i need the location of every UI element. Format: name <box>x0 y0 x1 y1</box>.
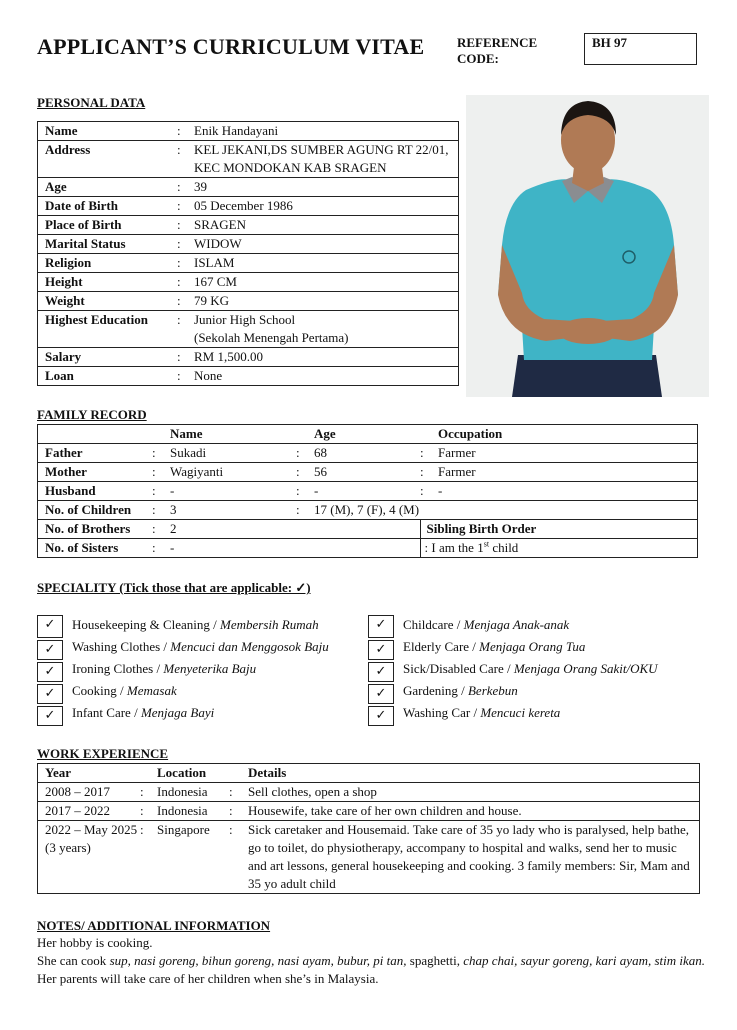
speciality-checkbox[interactable]: ✓ <box>368 662 394 682</box>
speciality-item <box>37 615 367 637</box>
speciality-label: Washing Clothes / Mencuci dan Menggosok Baju <box>72 639 329 654</box>
personal-row <box>38 367 459 386</box>
personal-colon: : <box>169 141 194 178</box>
speciality-checkbox[interactable]: ✓ <box>37 615 63 638</box>
personal-value: ISLAM <box>194 254 459 273</box>
speciality-label: Sick/Disabled Care / Menjaga Orang Sakit/OKU <box>403 661 658 676</box>
work-location: Singapore <box>157 821 229 894</box>
speciality-item <box>37 659 367 681</box>
personal-colon: : <box>169 254 194 273</box>
personal-label: Age <box>38 178 170 197</box>
notes-heading: NOTES/ ADDITIONAL INFORMATION <box>37 918 271 933</box>
personal-value: 79 KG <box>194 292 459 311</box>
personal-data-heading: PERSONAL DATA <box>37 95 146 110</box>
family-row-children: No. of Children : 3 : 17 (M), 7 (F), 4 (M) <box>38 501 698 520</box>
speciality-list-right <box>368 615 698 725</box>
speciality-checkbox[interactable]: ✓ <box>368 706 394 726</box>
personal-row <box>38 311 459 348</box>
speciality-item <box>37 703 367 725</box>
speciality-label: Elderly Care / Menjaga Orang Tua <box>403 639 586 654</box>
personal-value: SRAGEN <box>194 216 459 235</box>
family-row-husband: Husband : - : - : - <box>38 482 698 501</box>
personal-label: Name <box>38 122 170 141</box>
personal-colon: : <box>169 311 194 348</box>
family-record-heading: FAMILY RECORD <box>37 407 147 422</box>
family-header-row <box>38 425 698 444</box>
personal-value: None <box>194 367 459 386</box>
speciality-label: Cooking / Memasak <box>72 683 177 698</box>
speciality-checkbox[interactable]: ✓ <box>368 640 394 660</box>
personal-colon: : <box>169 348 194 367</box>
speciality-label: Gardening / Berkebun <box>403 683 518 698</box>
personal-label: Height <box>38 273 170 292</box>
personal-colon: : <box>169 197 194 216</box>
family-record-table <box>37 424 698 558</box>
personal-label: Religion <box>38 254 170 273</box>
work-col-details: Details <box>248 764 700 783</box>
personal-label: Loan <box>38 367 170 386</box>
personal-colon: : <box>169 216 194 235</box>
personal-row <box>38 122 459 141</box>
personal-value: 39 <box>194 178 459 197</box>
personal-label: Weight <box>38 292 170 311</box>
work-row: 2017 – 2022 : Indonesia : Housewife, take care of her own children and house. <box>38 802 700 821</box>
personal-label: Salary <box>38 348 170 367</box>
personal-value: Enik Handayani <box>194 122 459 141</box>
speciality-item <box>368 637 698 659</box>
personal-colon: : <box>169 292 194 311</box>
personal-row <box>38 216 459 235</box>
personal-value: 05 December 1986 <box>194 197 459 216</box>
work-year: 2008 – 2017 <box>38 783 141 802</box>
speciality-item <box>368 615 698 637</box>
family-row-father: Father : Sukadi : 68 : Farmer <box>38 444 698 463</box>
page-title: APPLICANT’S CURRICULUM VITAE <box>37 34 425 59</box>
personal-row <box>38 292 459 311</box>
notes-line-cooking: She can cook sup, nasi goreng, bihun goreng, nasi ayam, bubur, pi tan, spaghetti, chap chai, sayur goreng, kari ayam, stim ikan. <box>37 953 706 968</box>
applicant-photo <box>466 95 709 397</box>
speciality-checkbox[interactable]: ✓ <box>37 662 63 682</box>
reference-code-label: REFERENCE CODE: <box>457 35 538 66</box>
personal-colon: : <box>169 122 194 141</box>
personal-colon: : <box>169 178 194 197</box>
notes-line-children: Her parents will take care of her children when she’s in Malaysia. <box>37 971 379 986</box>
work-experience-heading: WORK EXPERIENCE <box>37 746 169 761</box>
personal-colon: : <box>169 235 194 254</box>
personal-value: KEL JEKANI,DS SUMBER AGUNG RT 22/01, KEC MONDOKAN KAB SRAGEN <box>194 141 459 178</box>
work-experience-table <box>37 763 700 894</box>
speciality-item <box>368 703 698 725</box>
work-col-year: Year <box>38 764 141 783</box>
work-row: 2008 – 2017 : Indonesia : Sell clothes, open a shop <box>38 783 700 802</box>
speciality-item <box>368 659 698 681</box>
speciality-label: Infant Care / Menjaga Bayi <box>72 705 215 720</box>
personal-row <box>38 197 459 216</box>
personal-data-table <box>37 121 459 386</box>
personal-label: Marital Status <box>38 235 170 254</box>
personal-value: WIDOW <box>194 235 459 254</box>
personal-row <box>38 273 459 292</box>
speciality-label: Childcare / Menjaga Anak-anak <box>403 617 570 632</box>
personal-value: 167 CM <box>194 273 459 292</box>
family-col-occupation: Occupation <box>438 425 698 444</box>
work-col-location: Location <box>157 764 229 783</box>
sibling-order-label: Sibling Birth Order <box>420 520 698 539</box>
work-location: Indonesia <box>157 783 229 802</box>
work-details: Sell clothes, open a shop <box>248 783 700 802</box>
personal-label: Date of Birth <box>38 197 170 216</box>
speciality-checkbox[interactable]: ✓ <box>368 615 394 638</box>
speciality-label: Washing Car / Mencuci kereta <box>403 705 561 720</box>
personal-label: Address <box>38 141 170 178</box>
speciality-item <box>368 681 698 703</box>
personal-row <box>38 254 459 273</box>
speciality-list-left <box>37 615 367 725</box>
personal-value: Junior High School (Sekolah Menengah Pertama) <box>194 311 459 348</box>
work-row: 2022 – May 2025 (3 years) : Singapore : Sick caretaker and Housemaid. Take care of 35 yo lady who is paralysed, help bathe, go to toilet, do physiotherapy, accompany to hospital and walks, send her to music and art lessons, general housekeeping and cooking. 3 family members: Sir, Mam and 35 yo adult child <box>38 821 700 894</box>
speciality-item <box>37 637 367 659</box>
personal-label: Highest Education <box>38 311 170 348</box>
personal-row <box>38 348 459 367</box>
family-row-sisters: No. of Sisters : - : I am the 1st child <box>38 539 698 558</box>
personal-value: RM 1,500.00 <box>194 348 459 367</box>
family-col-age: Age <box>314 425 420 444</box>
personal-row <box>38 141 459 178</box>
notes-section <box>37 918 707 988</box>
personal-row <box>38 178 459 197</box>
family-row-mother: Mother : Wagiyanti : 56 : Farmer <box>38 463 698 482</box>
work-header-row <box>38 764 700 783</box>
notes-line-hobby: Her hobby is cooking. <box>37 935 153 950</box>
personal-label: Place of Birth <box>38 216 170 235</box>
speciality-label: Ironing Clothes / Menyeterika Baju <box>72 661 257 676</box>
work-year: 2017 – 2022 <box>38 802 141 821</box>
applicant-photo-image <box>466 95 709 397</box>
personal-row <box>38 235 459 254</box>
speciality-checkbox[interactable]: ✓ <box>37 706 63 726</box>
work-year: 2022 – May 2025 (3 years) <box>38 821 141 894</box>
reference-code-value: BH 97 <box>584 33 697 65</box>
family-row-brothers: No. of Brothers : 2 Sibling Birth Order <box>38 520 698 539</box>
speciality-checkbox[interactable]: ✓ <box>37 684 63 704</box>
speciality-checkbox[interactable]: ✓ <box>37 640 63 660</box>
family-col-name: Name <box>170 425 296 444</box>
speciality-checkbox[interactable]: ✓ <box>368 684 394 704</box>
personal-colon: : <box>169 273 194 292</box>
work-details: Housewife, take care of her own children and house. <box>248 802 700 821</box>
work-location: Indonesia <box>157 802 229 821</box>
personal-colon: : <box>169 367 194 386</box>
speciality-heading: SPECIALITY (Tick those that are applicable: ✓) <box>37 580 311 595</box>
speciality-item <box>37 681 367 703</box>
speciality-label: Housekeeping & Cleaning / Membersih Rumah <box>72 617 319 632</box>
work-details: Sick caretaker and Housemaid. Take care of 35 yo lady who is paralysed, help bathe, go to toilet, do physiotherapy, accompany to hospital and walks, send her to music and art lessons, general housekeeping and cooking. 3 family members: Sir, Mam and 35 yo adult child <box>248 821 700 894</box>
sibling-order-value: : I am the 1st child <box>420 539 698 558</box>
